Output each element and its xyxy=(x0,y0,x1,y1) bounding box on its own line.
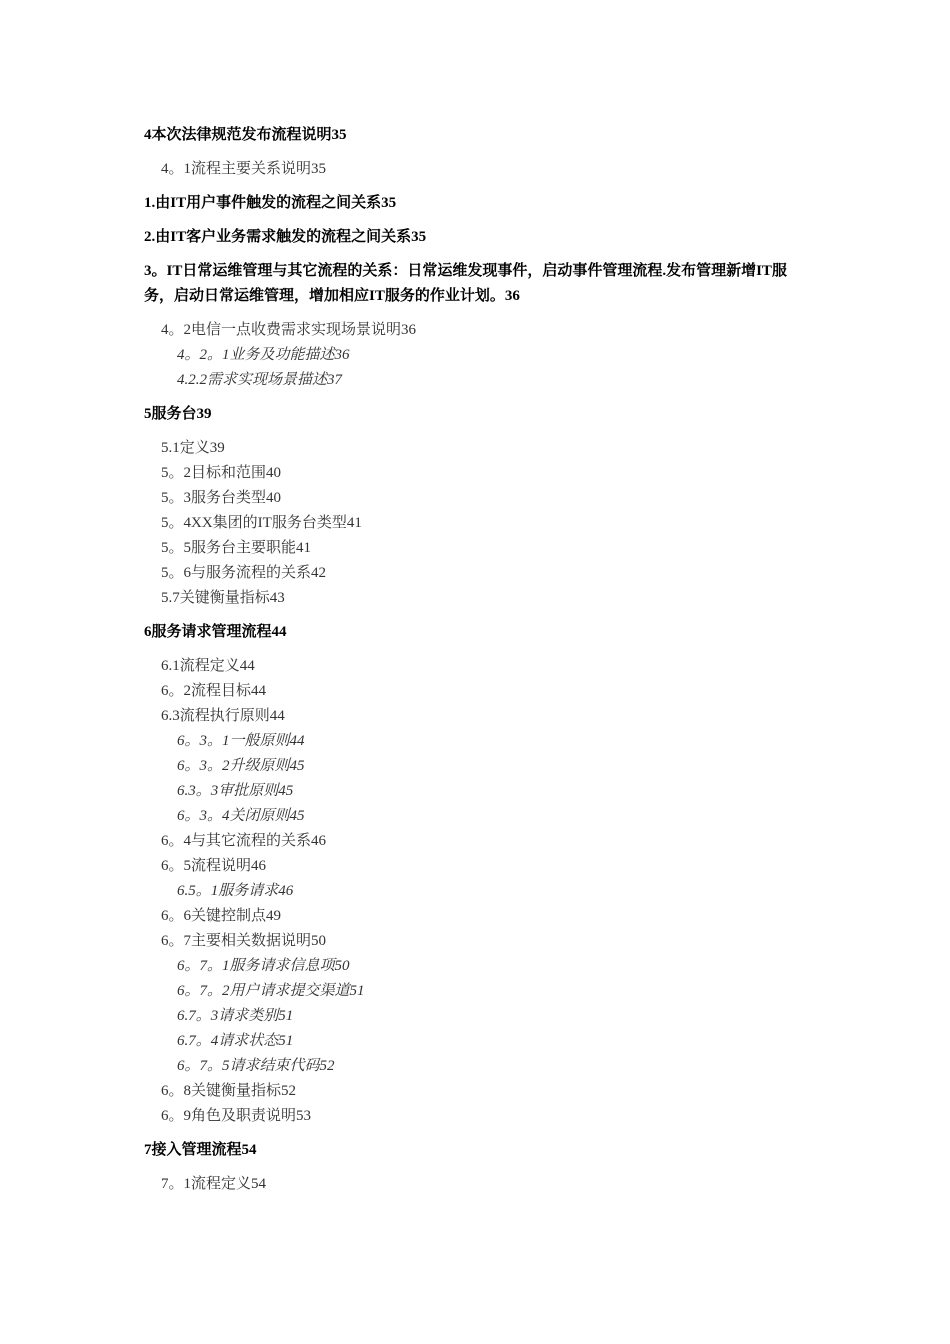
table-of-contents xyxy=(0,123,950,1197)
toc-section[interactable]: 5.7关键衡量指标43 xyxy=(161,590,285,606)
toc-section[interactable]: 5。5服务台主要职能41 xyxy=(161,540,312,556)
toc-section[interactable]: 4。2电信一点收费需求实现场景说明36 xyxy=(161,322,417,338)
toc-subsection[interactable]: 6.7。3请求类别51 xyxy=(177,1008,294,1024)
toc-section[interactable]: 6。5流程说明46 xyxy=(161,858,267,874)
toc-section[interactable]: 6。4与其它流程的关系46 xyxy=(161,833,327,849)
toc-section[interactable]: 6。6关键控制点49 xyxy=(161,908,282,924)
toc-section[interactable]: 7。1流程定义54 xyxy=(161,1176,267,1192)
toc-section[interactable]: 5。2目标和范围40 xyxy=(161,465,282,481)
toc-section[interactable]: 6。9角色及职责说明53 xyxy=(161,1108,312,1124)
toc-subsection[interactable]: 6。7。2用户请求提交渠道51 xyxy=(177,983,365,999)
toc-section[interactable]: 5.1定义39 xyxy=(161,440,225,456)
toc-section[interactable]: 6。7主要相关数据说明50 xyxy=(161,933,327,949)
toc-subsection[interactable]: 6.7。4请求状态51 xyxy=(177,1033,294,1049)
toc-subsection[interactable]: 6。3。2升级原则45 xyxy=(177,758,305,774)
toc-heading[interactable]: 1.由IT用户事件触发的流程之间关系35 xyxy=(144,195,397,211)
toc-section[interactable]: 6.3流程执行原则44 xyxy=(161,708,285,724)
toc-heading[interactable]: 6服务请求管理流程44 xyxy=(144,624,287,640)
toc-section[interactable]: 6.1流程定义44 xyxy=(161,658,255,674)
toc-heading[interactable]: 2.由IT客户业务需求触发的流程之间关系35 xyxy=(144,229,427,245)
toc-subsection[interactable]: 6.5。1服务请求46 xyxy=(177,883,294,899)
toc-section[interactable]: 5。3服务台类型40 xyxy=(161,490,282,506)
toc-subsection[interactable]: 6。7。1服务请求信息项50 xyxy=(177,958,350,974)
toc-section[interactable]: 6。8关键衡量指标52 xyxy=(161,1083,297,1099)
toc-heading[interactable]: 4本次法律规范发布流程说明35 xyxy=(144,127,347,143)
toc-section[interactable]: 4。1流程主要关系说明35 xyxy=(161,161,327,177)
toc-subsection[interactable]: 6.3。3审批原则45 xyxy=(177,783,294,799)
toc-subsection[interactable]: 4。2。1业务及功能描述36 xyxy=(177,347,350,363)
toc-subsection[interactable]: 6。3。4关闭原则45 xyxy=(177,808,305,824)
toc-heading[interactable]: 3。IT日常运维管理与其它流程的关系：日常运维发现事件，启动事件管理流程.发布管理新增IT服务，启动日常运维管理，增加相应IT服务的作业计划。36 xyxy=(144,263,787,304)
toc-section[interactable]: 5。4XX集团的IT服务台类型41 xyxy=(161,515,362,531)
toc-heading[interactable]: 7接入管理流程54 xyxy=(144,1142,257,1158)
toc-subsection[interactable]: 4.2.2需求实现场景描述37 xyxy=(177,372,343,388)
toc-subsection[interactable]: 6。3。1一般原则44 xyxy=(177,733,305,749)
toc-subsection[interactable]: 6。7。5请求结束代码52 xyxy=(177,1058,335,1074)
toc-heading[interactable]: 5服务台39 xyxy=(144,406,212,422)
toc-section[interactable]: 5。6与服务流程的关系42 xyxy=(161,565,327,581)
toc-section[interactable]: 6。2流程目标44 xyxy=(161,683,267,699)
